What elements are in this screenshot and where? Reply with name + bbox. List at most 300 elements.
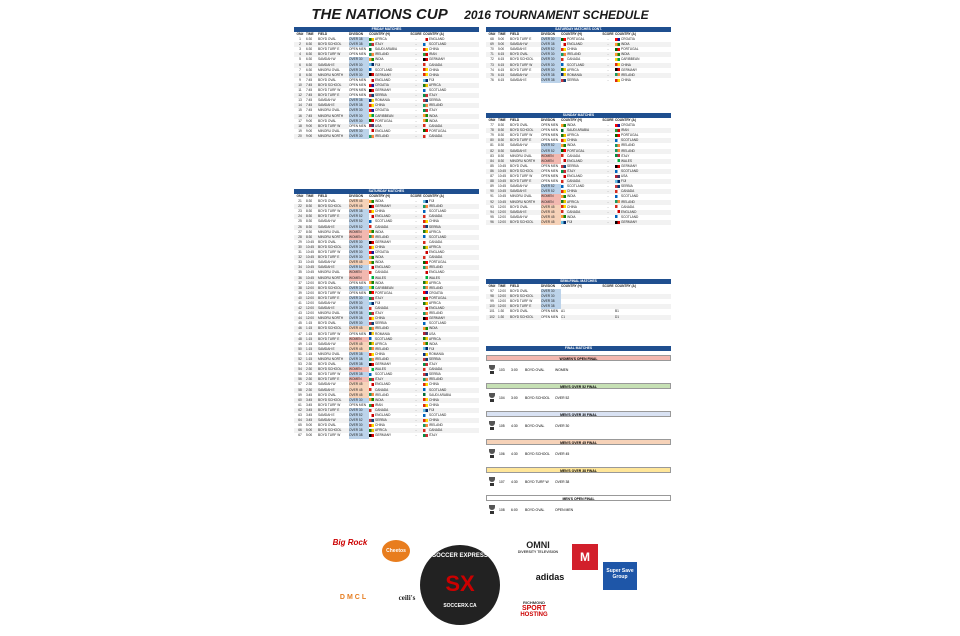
game-number: 19 <box>298 128 302 133</box>
score: - <box>415 402 417 407</box>
soccer-express-text: SOCCER EXPRESS <box>432 553 488 559</box>
game-number: 97 <box>490 289 494 294</box>
country-name: PORTUGAL <box>429 128 447 133</box>
final-match-row <box>486 445 671 463</box>
score: - <box>607 77 609 82</box>
flag-icon <box>423 63 428 66</box>
flag-icon <box>423 58 428 61</box>
final-gm: 106 <box>499 452 505 456</box>
game-number: 14 <box>298 103 302 108</box>
column-header: FIELD <box>510 32 520 36</box>
country-away <box>423 433 473 438</box>
poster-title <box>290 6 670 24</box>
field-name: BOYD SCHOOL <box>318 397 342 402</box>
country-name: IRELAND <box>375 133 389 138</box>
game-number: 64 <box>298 418 302 423</box>
field-name: BOYD TURF E <box>318 336 340 341</box>
division: WOMEN <box>541 159 561 164</box>
score: - <box>415 336 417 341</box>
game-number: 80 <box>490 138 494 143</box>
score: - <box>415 357 417 361</box>
country-name: FIJI <box>429 199 435 204</box>
division: OVER 30 <box>541 68 561 73</box>
flag-icon <box>369 363 374 366</box>
field-name: BOYD TURF W <box>510 174 533 179</box>
field-name: BOYD OVAL <box>510 289 529 294</box>
field-name: SAMDAH E <box>510 47 527 52</box>
division: OVER 52 <box>541 184 561 189</box>
score: - <box>415 387 417 392</box>
score: - <box>415 326 417 331</box>
match-time: 1:15 <box>306 336 313 341</box>
flag-icon <box>615 195 620 198</box>
flag-icon <box>369 58 374 61</box>
match-time: 8:30 <box>306 229 313 234</box>
division: OPEN MEN <box>349 78 369 83</box>
flag-icon <box>561 124 566 127</box>
score: - <box>415 128 417 133</box>
country-name: IRELAND <box>375 52 389 57</box>
country-name: CROATIA <box>375 250 389 255</box>
country-name: GERMANY <box>621 219 638 224</box>
division: OVER 52 <box>541 47 561 52</box>
game-number: 58 <box>298 387 302 392</box>
score: - <box>415 341 417 346</box>
division: OVER 38 <box>349 316 369 321</box>
country-name: PORTUGAL <box>567 37 585 42</box>
final-field: BOYD SCHOOL <box>525 452 550 456</box>
game-number: 56 <box>298 377 302 382</box>
match-time: 9:00 <box>306 118 313 123</box>
match-time: 10:45 <box>306 244 314 249</box>
match-time: 10:45 <box>498 194 506 199</box>
score: - <box>415 234 417 239</box>
division: OVER 30 <box>541 289 561 294</box>
country-name: INDIA <box>375 57 384 62</box>
country-name: IRELAND <box>621 199 635 204</box>
final-field: BOYD OVAL <box>525 368 545 372</box>
division: OVER 52 <box>349 265 369 270</box>
country-name: GERMANY <box>621 163 638 168</box>
final-division: OVER 30 <box>555 424 570 428</box>
game-number: 78 <box>490 128 494 133</box>
division: OVER 30 <box>349 119 369 124</box>
division: WOMEN <box>349 235 369 240</box>
game-number: 63 <box>298 413 302 418</box>
country-name: SERBIA <box>375 418 387 423</box>
flag-icon <box>423 276 428 279</box>
division: OVER 38 <box>541 42 561 47</box>
game-number: 67 <box>298 433 302 438</box>
flag-icon <box>369 378 374 381</box>
flag-icon <box>369 119 374 122</box>
column-header: GM# <box>488 284 496 288</box>
omni-text: OMNI <box>526 540 550 550</box>
field-name: BOYD OVAL <box>318 392 337 397</box>
country-name: IRELAND <box>429 311 443 316</box>
game-number: 20 <box>298 133 302 138</box>
game-number: 68 <box>490 37 494 42</box>
flag-icon <box>369 337 374 340</box>
division: OVER 38 <box>349 37 369 42</box>
country-name: IRAN <box>621 128 629 133</box>
final-time: 4:30 <box>511 424 518 428</box>
match-time: 1:15 <box>306 326 313 331</box>
field-name: SAMDAH W <box>510 42 528 47</box>
match-time: 10:45 <box>498 189 506 194</box>
game-number: 83 <box>490 153 494 158</box>
score: - <box>607 163 609 168</box>
country-name: INDIA <box>375 260 384 265</box>
division: OVER 38 <box>349 103 369 108</box>
game-number: 13 <box>298 98 302 103</box>
flag-icon <box>369 246 374 249</box>
score: - <box>607 168 609 173</box>
match-time: 12:00 <box>306 306 314 311</box>
field-name: BOYD OVAL <box>318 199 337 204</box>
field-name: BOYD SCHOOL <box>318 428 342 433</box>
country-name: CANADA <box>375 407 389 412</box>
match-time: 8:30 <box>498 133 505 138</box>
game-number: 90 <box>490 189 494 194</box>
country-name: WALES <box>375 275 387 280</box>
score: - <box>415 118 417 123</box>
country-name: INDIA <box>375 255 384 260</box>
country-name: AFRICA <box>429 336 441 341</box>
division: OVER 38 <box>349 372 369 377</box>
flag-icon <box>423 220 428 223</box>
match-time: 6:30 <box>306 47 313 52</box>
country-name: AFRICA <box>429 300 441 305</box>
country-name: INDIA <box>375 229 384 234</box>
country-name: CANADA <box>375 306 389 311</box>
field-name: BOYD OVAL <box>318 37 337 42</box>
country-name: USA <box>429 331 436 336</box>
game-number: 71 <box>490 52 494 57</box>
flag-icon <box>423 114 428 117</box>
final-gm: 108 <box>499 508 505 512</box>
country-name: SERBIA <box>375 321 387 326</box>
flag-icon <box>369 312 374 315</box>
flag-icon <box>615 170 620 173</box>
score: - <box>415 285 417 290</box>
flag-icon <box>369 271 374 274</box>
country-name: CHINA <box>429 402 439 407</box>
score: - <box>415 362 417 367</box>
flag-icon <box>423 84 428 87</box>
field-name: SAMDAH W <box>510 72 528 77</box>
flag-icon <box>423 327 428 330</box>
field-name: SAMDAH W <box>510 143 528 148</box>
section-title: FINAL MATCHES <box>486 346 671 351</box>
score: - <box>415 244 417 249</box>
field-name: BOYD OVAL <box>510 204 529 209</box>
flag-icon <box>561 58 566 61</box>
final-field: BOYD TURF W <box>525 480 549 484</box>
match-time: 5:00 <box>498 47 505 52</box>
country-away <box>615 78 665 83</box>
flag-icon <box>561 180 566 183</box>
flag-icon <box>423 200 428 203</box>
division: OVER 45 <box>349 388 369 393</box>
division: OVER 38 <box>349 362 369 367</box>
flag-icon <box>615 58 620 61</box>
field-name: BOYD OVAL <box>318 77 337 82</box>
division: OVER 30 <box>349 57 369 62</box>
flag-icon <box>615 134 620 137</box>
country-name: IRELAND <box>429 423 443 428</box>
country-name: SCOTLAND <box>429 88 447 93</box>
game-number: 30 <box>298 244 302 249</box>
division: OPEN MEN <box>541 133 561 138</box>
section-title: SATURDAY MATCHES <box>294 189 479 194</box>
country-name: FIJI <box>375 62 381 67</box>
field-name: SAMDAH E <box>318 265 335 270</box>
flag-icon <box>369 114 374 117</box>
flag-icon <box>423 337 428 340</box>
flag-icon <box>369 434 374 437</box>
flag-icon <box>423 215 428 218</box>
country-name: CANADA <box>621 204 635 209</box>
column-header: DIVISION <box>349 32 363 36</box>
game-number: 84 <box>490 158 494 163</box>
field-name: BOYD SCHOOL <box>510 128 534 133</box>
country-name: GERMANY <box>375 239 392 244</box>
division: OVER 38 <box>349 311 369 316</box>
score: - <box>415 377 417 382</box>
game-number: 48 <box>298 336 302 341</box>
game-number: 94 <box>490 209 494 214</box>
field-name: BOYD SCHOOL <box>318 204 342 209</box>
field-name: BOYD TURF W <box>318 402 341 407</box>
country-name: INDIA <box>375 397 384 402</box>
flag-icon <box>423 429 428 432</box>
column-header: SCORE <box>602 284 614 288</box>
field-name: BOYD TURF E <box>318 255 340 260</box>
flag-icon <box>423 383 428 386</box>
score: - <box>415 113 417 118</box>
final-division: OVER 38 <box>555 480 570 484</box>
match-time: 8:30 <box>306 214 313 219</box>
score: - <box>607 128 609 133</box>
field-name: BOYD OVAL <box>510 163 529 168</box>
trophy-icon <box>488 393 496 403</box>
country-name: AFRICA <box>567 67 579 72</box>
match-time: 6:30 <box>306 72 313 77</box>
country-name: WALES <box>429 275 441 280</box>
country-name: INDIA <box>567 194 576 199</box>
country-name: SCOTLAND <box>375 67 393 72</box>
flag-icon <box>423 241 428 244</box>
flag-icon <box>423 347 428 350</box>
big-rock-logo: Big Rock <box>332 538 368 547</box>
division: OVER 45 <box>541 215 561 220</box>
division: OVER 45 <box>541 220 561 225</box>
division: OVER 45 <box>349 393 369 398</box>
country-name: CANADA <box>567 179 581 184</box>
game-number: 102 <box>489 314 495 319</box>
flag-icon <box>369 368 374 371</box>
column-header: DIVISION <box>541 32 555 36</box>
country-name: ENGLAND <box>429 306 445 311</box>
division: OPEN MEN <box>541 138 561 143</box>
division: OVER 38 <box>349 433 369 438</box>
country-name: ITALY <box>429 433 438 438</box>
game-number: 77 <box>490 123 494 128</box>
country-name: FIJI <box>567 219 573 224</box>
table-row <box>294 134 479 139</box>
match-time: 6:15 <box>498 72 505 77</box>
field-name: BOYD SCHOOL <box>510 314 534 319</box>
flag-icon <box>561 205 566 208</box>
country-name: ENGLAND <box>429 250 445 255</box>
division: OVER 45 <box>541 210 561 215</box>
flag-icon <box>369 241 374 244</box>
field-name: BOYD TURF E <box>318 214 340 219</box>
country-name: ENGLAND <box>567 158 583 163</box>
score: - <box>607 143 609 148</box>
match-time: 2:30 <box>306 362 313 367</box>
division: WOMEN <box>349 270 369 275</box>
country-name: SERBIA <box>567 77 579 82</box>
flag-icon <box>561 73 566 76</box>
match-time: 10:45 <box>306 275 314 280</box>
division: OVER 30 <box>349 108 369 113</box>
country-name: AFRICA <box>375 37 387 42</box>
country-name: CHINA <box>429 67 439 72</box>
country-name: CANADA <box>429 133 443 138</box>
final-time: 4:30 <box>511 452 518 456</box>
rows <box>294 199 479 438</box>
score: - <box>415 397 417 402</box>
field-name: BOYD TURF W <box>510 62 533 67</box>
flag-icon <box>561 190 566 193</box>
final-division: WOMEN <box>555 368 569 372</box>
field-name: BOYD SCHOOL <box>318 285 342 290</box>
match-time: 3:45 <box>306 397 313 402</box>
score: - <box>415 42 417 47</box>
match-time: 6:30 <box>306 37 313 42</box>
saturday-matches-table <box>294 189 479 439</box>
country-name: SCOTLAND <box>567 184 585 189</box>
division: OVER 38 <box>541 299 561 304</box>
country-name: CHINA <box>375 423 385 428</box>
flag-icon <box>423 225 428 228</box>
field-name: BOYD TURF E <box>510 138 532 143</box>
score: - <box>415 67 417 72</box>
country-name: AFRICA <box>375 341 387 346</box>
division: WOMEN <box>349 230 369 235</box>
hosting-text: HOSTING <box>520 612 548 618</box>
flag-icon <box>423 129 428 132</box>
match-time: 10:45 <box>306 265 314 270</box>
flag-icon <box>615 165 620 168</box>
country-name: IRELAND <box>621 72 635 77</box>
column-header: FIELD <box>510 284 520 288</box>
final-matches-table <box>486 346 671 519</box>
country-name: CHINA <box>429 418 439 423</box>
field-name: BOYD OVAL <box>318 362 337 367</box>
score: - <box>415 250 417 255</box>
flag-icon <box>369 297 374 300</box>
match-time: 8:30 <box>498 138 505 143</box>
division: OPEN MEN <box>349 403 369 408</box>
match-time: 6:15 <box>498 52 505 57</box>
score: - <box>607 67 609 72</box>
field-name: BOYD SCHOOL <box>318 42 342 47</box>
field-name: SAMDAH W <box>318 300 336 305</box>
field-name: SAMDAH E <box>318 346 335 351</box>
game-number: 4 <box>299 52 301 57</box>
column-header: COUNTRY (H) <box>561 118 582 122</box>
flag-icon <box>561 165 566 168</box>
division: OPEN MEN <box>541 128 561 133</box>
game-number: 34 <box>298 265 302 270</box>
country-name: SERBIA <box>429 372 441 377</box>
flag-icon <box>423 322 428 325</box>
super-save-logo <box>603 562 637 590</box>
country-name: ITALY <box>375 295 384 300</box>
score: - <box>415 108 417 113</box>
country-home <box>561 220 601 225</box>
match-time: 3:45 <box>306 413 313 418</box>
score: - <box>607 57 609 62</box>
match-time: 6:30 <box>306 67 313 72</box>
game-number: 87 <box>490 174 494 179</box>
flag-icon <box>615 38 620 41</box>
field-name: BOYD TURF W <box>318 209 341 214</box>
sport-text: SPORT <box>521 605 547 612</box>
country-name: INDIA <box>567 214 576 219</box>
flag-icon <box>423 398 428 401</box>
flag-icon <box>615 144 620 147</box>
match-time: 10:45 <box>306 255 314 260</box>
score: - <box>607 214 609 219</box>
game-number: 69 <box>490 42 494 47</box>
field-name: SAMDAH E <box>318 387 335 392</box>
country-name: CHINA <box>429 72 439 77</box>
country-name: PORTUGAL <box>375 290 393 295</box>
score: - <box>415 300 417 305</box>
match-time: 6:15 <box>498 62 505 67</box>
field-name: BOYD TURF W <box>318 372 341 377</box>
country-name: INDIA <box>375 199 384 204</box>
score: - <box>415 280 417 285</box>
table-row <box>486 78 671 83</box>
flag-icon <box>423 135 428 138</box>
country-name: CANADA <box>429 255 443 260</box>
division: OVER 30 <box>349 408 369 413</box>
final-band: MEN'S OVER 30 FINAL <box>486 411 671 417</box>
field-name: SAMDAH W <box>318 341 336 346</box>
country-name: CANADA <box>567 153 581 158</box>
score: - <box>607 209 609 214</box>
country-name: IRELAND <box>621 148 635 153</box>
flag-icon <box>615 79 620 82</box>
match-time: 8:30 <box>498 153 505 158</box>
field-name: BOYD TURF E <box>318 295 340 300</box>
flag-icon <box>369 53 374 56</box>
game-number: 18 <box>298 123 302 128</box>
flag-icon <box>561 38 566 41</box>
match-time: 12:00 <box>306 290 314 295</box>
country-name: IRAN <box>375 402 383 407</box>
flag-icon <box>423 230 428 233</box>
column-header: TIME <box>306 32 314 36</box>
country-name: FIJI <box>429 77 435 82</box>
match-time: 10:45 <box>498 168 506 173</box>
m-news-logo: M <box>572 544 598 570</box>
